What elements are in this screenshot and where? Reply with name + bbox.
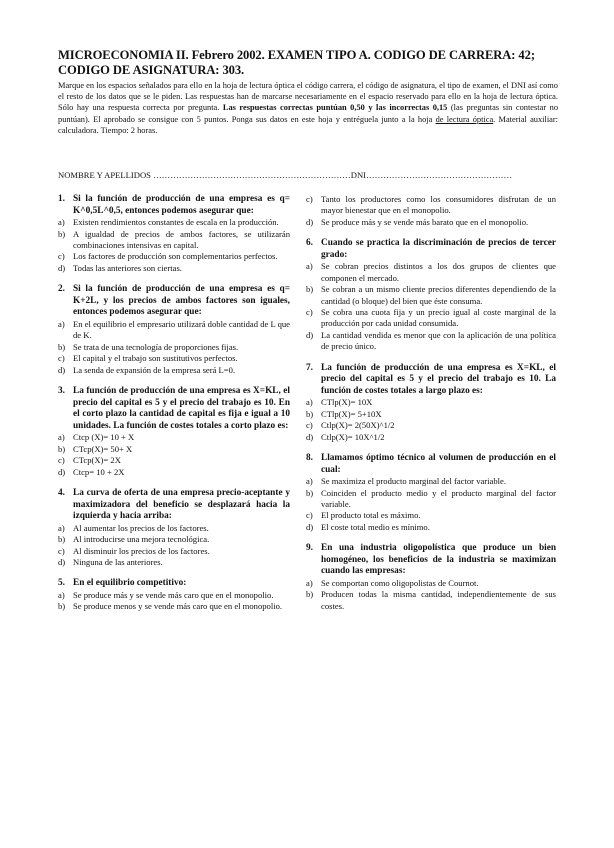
option-2-3	[58, 353, 290, 364]
option-letter: b)	[58, 341, 66, 352]
option-letter: a)	[58, 319, 65, 329]
option-1-2	[58, 229, 290, 252]
option-letter: b)	[306, 487, 314, 498]
option-4-4	[58, 557, 290, 568]
option-letter: d)	[58, 364, 66, 375]
option-3-1	[58, 432, 290, 443]
option-letter: c)	[58, 455, 65, 466]
option-letter: c)	[306, 510, 313, 521]
option-text: A igualdad de precios de ambos factores, se utilizarán combinaciones intensivas en capital.	[73, 228, 290, 250]
question-heading	[58, 386, 290, 432]
option-text: Se produce más y se vende más barato que en el monopolio.	[321, 216, 529, 227]
option-3-4	[58, 467, 290, 478]
option-text: Todas las anteriores son ciertas.	[73, 262, 182, 273]
left-column	[58, 194, 290, 623]
option-6-3	[306, 307, 556, 330]
option-9-2	[306, 589, 556, 612]
option-letter: a)	[58, 590, 65, 601]
option-letter: d)	[58, 466, 66, 477]
option-text: Ctlp(X)= 10X^1/2	[321, 431, 385, 442]
option-8-4	[306, 522, 556, 533]
option-text: Se comportan como oligopolistas de Cournot.	[321, 578, 479, 589]
question-5	[58, 578, 290, 612]
option-letter: a)	[306, 397, 313, 408]
option-text: Se produce más y se vende más caro que en el monopolio.	[73, 590, 274, 601]
option-text: El coste total medio es mínimo.	[321, 521, 430, 532]
option-text: Ctcp= 10 + 2X	[73, 466, 125, 477]
name-and-dni-line: NOMBRE Y APELLIDOS ……………………………………………………………DNI……………………………………………	[58, 170, 513, 180]
option-text: Se cobran precios distintos a los dos grupos de clientes que componen el mercado.	[321, 261, 556, 283]
option-letter: c)	[306, 307, 313, 318]
option-4-1	[58, 523, 290, 534]
option-letter: c)	[58, 251, 65, 262]
option-text: Se cobra una cuota fija y un precio igual al coste marginal de la producción por cada unidad consumida.	[321, 307, 556, 329]
exam-title: MICROECONOMIA II. Febrero 2002. EXAMEN TIPO A. CODIGO DE CARRERA: 42; CODIGO DE ASIGNATURA: 303.	[58, 48, 535, 77]
question-text: La función de producción de una empresa es X=KL, el precio del capital es 5 y el precio del trabajo es 10. La función de costes totales a largo plazo es:	[321, 362, 556, 396]
option-text: Existen rendimientos constantes de escala en la producción.	[73, 217, 279, 228]
question-heading	[58, 578, 290, 590]
question-8	[306, 453, 556, 533]
instructions-scoring: Las respuestas correctas puntúan 0,50 y las incorrectas 0,15	[222, 103, 448, 113]
option-7-3	[306, 420, 556, 431]
question-6	[306, 238, 556, 352]
question-3	[58, 386, 290, 478]
question-text: Si la función de producción de una empresa es q= K+2L, y los precios de ambos factores son iguales, entonces podemos asegurar que:	[73, 284, 290, 318]
option-3-2	[58, 444, 290, 455]
option-letter: b)	[306, 284, 314, 295]
option-text: Se trata de una tecnología de proporciones fijas.	[73, 341, 239, 352]
option-letter: b)	[58, 601, 66, 612]
option-text: Producen todas la misma cantidad, independientemente de sus costes.	[321, 589, 556, 611]
option-8-3	[306, 510, 556, 521]
option-5-2	[306, 217, 556, 228]
option-7-1	[306, 397, 556, 408]
question-4	[58, 488, 290, 568]
option-letter: a)	[306, 476, 313, 487]
question-number: 2.	[58, 284, 65, 295]
option-1-3	[58, 251, 290, 262]
option-letter: d)	[306, 431, 314, 442]
option-text: En el equilibrio el empresario utilizará doble cantidad de L que de K.	[73, 319, 290, 341]
option-letter: c)	[58, 545, 65, 556]
option-2-4	[58, 365, 290, 376]
option-text: CTcp(X)= 50+ X	[73, 443, 133, 454]
question-number: 7.	[306, 362, 313, 373]
question-text: En el equilibrio competitivo:	[73, 578, 187, 589]
option-letter: a)	[58, 217, 65, 228]
option-letter: d)	[58, 262, 66, 273]
question-number: 4.	[58, 488, 65, 499]
question-text: Llamamos óptimo técnico al volumen de producción en el cual:	[321, 453, 556, 475]
question-number: 8.	[306, 453, 313, 464]
question-9	[306, 543, 556, 612]
question-number: 1.	[58, 194, 65, 204]
question-number: 3.	[58, 386, 65, 397]
option-text: La cantidad vendida es menor que con la aplicación de una política de precio único.	[321, 329, 556, 352]
instructions-part-1: Marque en los espacios señalados para ello en la hoja de lectura óptica el código carrera, el código de asignatura, el tipo de examen, el DNI así como el resto de los datos que se le piden. Las respuestas han de marcarse necesariamente en el espacio reservado para ello en la hoja de lectura óptica. Sólo hay una respuesta correcta por pregunta.	[58, 81, 558, 113]
option-text: Se maximiza el producto marginal del factor variable.	[321, 476, 507, 487]
question-number: 6.	[306, 238, 313, 249]
question-heading	[306, 543, 556, 578]
option-letter: b)	[58, 443, 66, 454]
option-5-1	[58, 590, 290, 601]
question-5-continued	[306, 194, 556, 228]
option-text: CTlp(X)= 10X	[321, 397, 373, 408]
option-text: Ninguna de las anteriores.	[73, 557, 163, 568]
question-heading	[58, 284, 290, 319]
option-text: Ctcp (X)= 10 + X	[73, 432, 135, 443]
right-column	[306, 194, 556, 622]
question-text: Si la función de producción de una empresa es q= K^0,5L^0,5, entonces podemos asegurar que:	[73, 194, 290, 216]
option-letter: d)	[306, 216, 314, 227]
option-5-1	[306, 194, 556, 217]
option-letter: a)	[58, 522, 65, 533]
option-letter: d)	[306, 521, 314, 532]
option-text: Los factores de producción son complementarios perfectos.	[73, 251, 278, 262]
option-text: La senda de expansión de la empresa será L=0.	[73, 364, 236, 375]
option-text: El capital y el trabajo son sustitutivos perfectos.	[73, 353, 238, 364]
question-7	[306, 363, 556, 443]
instructions-part-2: (las preguntas sin contestar no puntúan). El aprobado se consigue con 5 puntos. Ponga sus datos en este hoja y entréguela junto a la hoja	[58, 103, 559, 124]
option-letter: c)	[306, 420, 313, 431]
question-text: La curva de oferta de una empresa precio-aceptante y maximizadora del beneficio se desplazará hacia la izquierda y hacia arriba:	[73, 488, 290, 522]
option-letter: b)	[306, 408, 314, 419]
option-letter: b)	[58, 534, 66, 545]
option-6-1	[306, 261, 556, 284]
option-letter: c)	[58, 353, 65, 364]
option-8-1	[306, 476, 556, 487]
instructions-part-3: . Material auxiliar: calculadora. Tiempo: 2 horas.	[58, 114, 558, 135]
option-6-2	[306, 284, 556, 307]
option-text: Al disminuir los precios de los factores.	[73, 545, 210, 556]
option-7-4	[306, 432, 556, 443]
exam-instructions	[58, 80, 558, 136]
option-1-4	[58, 263, 290, 274]
option-2-2	[58, 342, 290, 353]
option-letter: a)	[306, 578, 313, 589]
option-letter: c)	[306, 194, 313, 204]
option-letter: d)	[58, 557, 66, 568]
question-number: 9.	[306, 543, 313, 554]
question-heading	[306, 453, 556, 476]
option-1-1	[58, 217, 290, 228]
option-text: Coinciden el producto medio y el producto marginal del factor variable.	[321, 487, 556, 510]
option-9-1	[306, 578, 556, 589]
option-letter: d)	[306, 329, 314, 340]
option-6-4	[306, 330, 556, 353]
question-heading	[306, 363, 556, 398]
exam-header	[58, 48, 558, 136]
option-5-2	[58, 601, 290, 612]
option-text: Se produce menos y se vende más caro que en el monopolio.	[73, 601, 283, 612]
instructions-underlined: de lectura óptica	[435, 114, 494, 124]
option-text: CTcp(X)= 2X	[73, 455, 121, 466]
question-2	[58, 284, 290, 376]
option-7-2	[306, 409, 556, 420]
question-heading	[58, 488, 290, 523]
question-number: 5.	[58, 578, 65, 589]
question-text: La función de producción de una empresa es X=KL, el precio del capital es 5 y el precio del trabajo es 10. En el corto plazo la cantidad de capital es fija e igual a 10 unidades. La función de costes totales a corto plazo es:	[73, 386, 290, 431]
option-text: El producto total es máximo.	[321, 510, 421, 521]
option-letter: a)	[58, 432, 65, 443]
option-text: Ctlp(X)= 2(50X)^1/2	[321, 420, 395, 431]
question-text: En una industria oligopolística que produce un bien homogéneo, los beneficios de la industria se maximizan cuando las empresas:	[321, 543, 556, 577]
option-3-3	[58, 455, 290, 466]
question-1	[58, 194, 290, 274]
option-text: Tanto los productores como los consumidores disfrutan de un mayor bienestar que en el monopolio.	[321, 194, 556, 216]
option-letter: b)	[306, 589, 314, 600]
option-text: Al aumentar los precios de los factores.	[73, 522, 209, 533]
question-heading	[58, 194, 290, 217]
option-4-3	[58, 546, 290, 557]
option-letter: a)	[306, 261, 313, 272]
option-text: Al introducirse una mejora tecnológica.	[73, 534, 210, 545]
question-heading	[306, 238, 556, 261]
option-8-2	[306, 488, 556, 511]
question-text: Cuando se practica la discriminación de precios de tercer grado:	[321, 238, 556, 260]
option-4-2	[58, 534, 290, 545]
option-text: CTlp(X)= 5+10X	[321, 408, 382, 419]
option-2-1	[58, 319, 290, 342]
option-letter: b)	[58, 228, 66, 239]
option-text: Se cobran a un mismo cliente precios diferentes dependiendo de la cantidad (o bloque) del bien que éste consuma.	[321, 284, 556, 306]
